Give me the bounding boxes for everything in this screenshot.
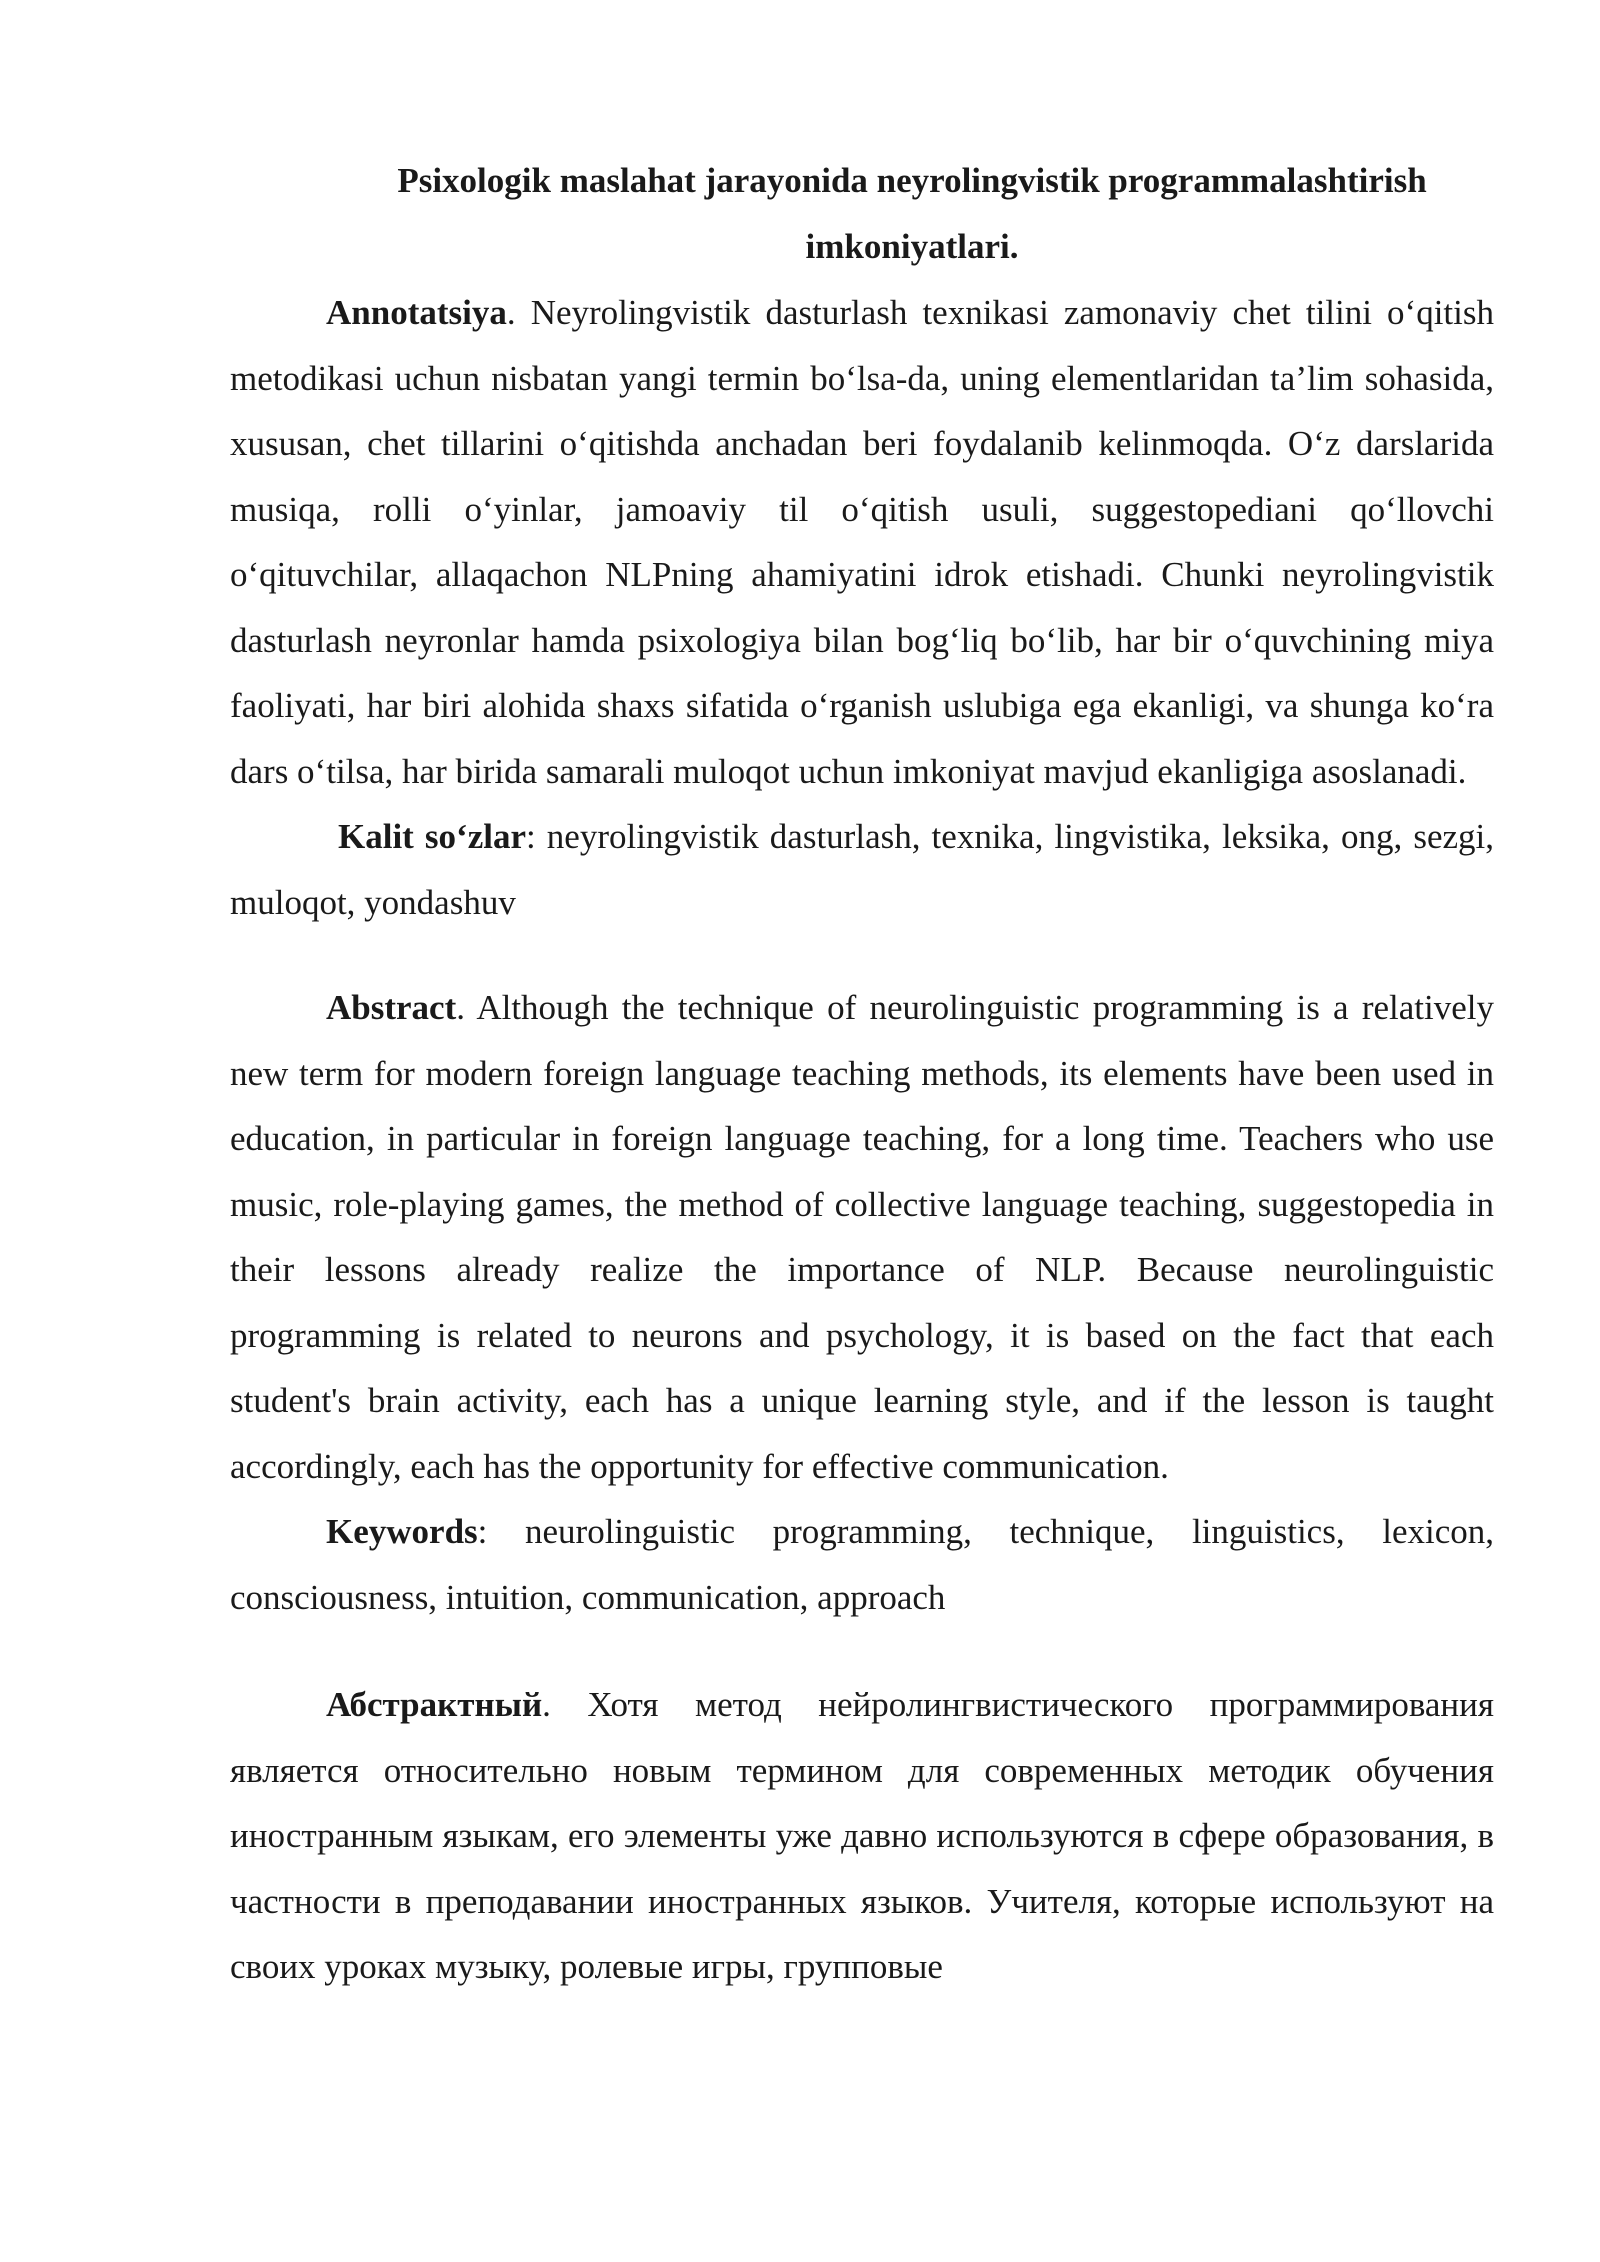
annotation-paragraph — [230, 280, 1494, 804]
keywords-uz-paragraph — [230, 804, 1494, 935]
annotation-text: . Neyrolingvistik dasturlash texnikasi zamonaviy chet tilini o‘qitish metodikasi uchun nisbatan yangi termin bo‘lsa-da, uning elementlaridan ta’lim sohasida, xususan, chet tillarini o‘qitishda anchadan beri foydalanib kelinmoqda. O‘z darslarida musiqa, rolli o‘yinlar, jamoaviy til o‘qitish usuli, suggestopediani qo‘llovchi o‘qituvchilar, allaqachon NLPning ahamiyatini idrok etishadi. Chunki neyrolingvistik dasturlash neyronlar hamda psixologiya bilan bog‘liq bo‘lib, har bir o‘quvchining miya faoliyati, har biri alohida shaxs sifatida o‘rganish uslubiga ega ekanligi, va shunga ko‘ra dars o‘tilsa, har birida samarali muloqot uchun imkoniyat mavjud ekanligiga asoslanadi. — [230, 293, 1494, 791]
keywords-en-paragraph — [230, 1499, 1494, 1630]
abstract-label: Abstract — [326, 988, 457, 1027]
abstract-ru-label: Абстрактный — [326, 1685, 543, 1724]
keywords-uz-text: : neyrolingvistik dasturlash, texnika, lingvistika, leksika, ong, sezgi, muloqot, yondashuv — [230, 817, 1494, 922]
paper-title-line-1: Psixologik maslahat jarayonida neyrolingvistik programmalashtirish — [397, 161, 1427, 200]
abstract-paragraph — [230, 975, 1494, 1499]
keywords-uz-label: Kalit so‘zlar — [338, 817, 526, 856]
paper-title-line-2: imkoniyatlari. — [805, 227, 1019, 266]
abstract-ru-paragraph — [230, 1672, 1494, 2000]
keywords-en-text: : neurolinguistic programming, technique, linguistics, lexicon, consciousness, intuition, communication, approach — [230, 1512, 1494, 1617]
abstract-text: . Although the technique of neurolinguistic programming is a relatively new term for modern foreign language teaching methods, its elements have been used in education, in particular in foreign language teaching, for a long time. Teachers who use music, role-playing games, the method of collective language teaching, suggestopedia in their lessons already realize the importance of NLP. Because neurolinguistic programming is related to neurons and psychology, it is based on the fact that each student's brain activity, each has a unique learning style, and if the lesson is taught accordingly, each has the opportunity for effective communication. — [230, 988, 1494, 1486]
keywords-en-label: Keywords — [326, 1512, 478, 1551]
abstract-ru-text: . Хотя метод нейролингвистического программирования является относительно новым термином для современных методик обучения иностранным языкам, его элементы уже давно используются в сфере образования, в частности в преподавании иностранных языков. Учителя, которые используют на своих уроках музыку, ролевые игры, групповые — [230, 1685, 1494, 1986]
section-spacer — [230, 1630, 1494, 1672]
document-page — [230, 148, 1494, 2000]
paper-title — [230, 148, 1494, 280]
annotation-label: Annotatsiya — [326, 293, 507, 332]
section-spacer — [230, 935, 1494, 975]
